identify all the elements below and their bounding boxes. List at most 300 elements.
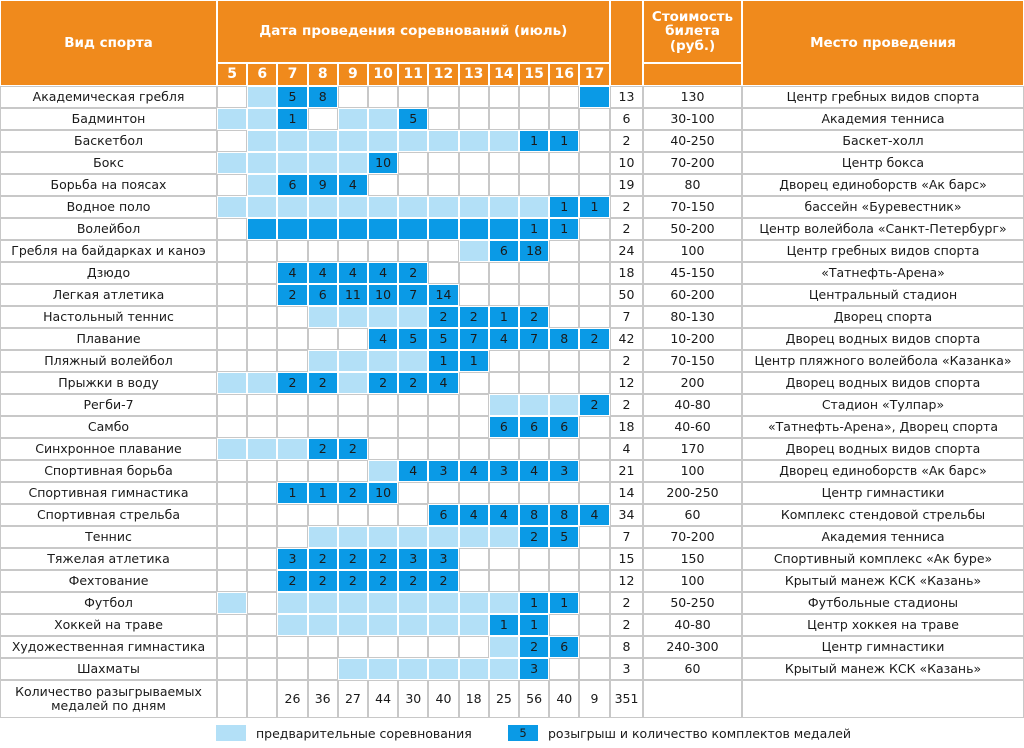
day-cell-medals: 2 bbox=[519, 306, 549, 328]
day-cell-empty bbox=[308, 416, 338, 438]
day-cell-empty bbox=[368, 394, 398, 416]
totals-day: 30 bbox=[398, 680, 428, 718]
day-cell-empty bbox=[579, 372, 609, 394]
day-cell-empty bbox=[277, 504, 307, 526]
day-cell-medals: 2 bbox=[428, 306, 458, 328]
day-cell-medals: 6 bbox=[277, 174, 307, 196]
day-cell-medals: 2 bbox=[398, 262, 428, 284]
day-header-16: 16 bbox=[549, 63, 579, 86]
day-cell-empty bbox=[277, 240, 307, 262]
row-venue: Дворец водных видов спорта bbox=[742, 372, 1024, 394]
day-cell-prelim bbox=[338, 306, 368, 328]
row-venue: Центральный стадион bbox=[742, 284, 1024, 306]
day-cell-prelim bbox=[428, 526, 458, 548]
day-cell-medals: 4 bbox=[459, 460, 489, 482]
day-cell-empty bbox=[519, 108, 549, 130]
day-cell-empty bbox=[368, 504, 398, 526]
day-cell-empty bbox=[549, 152, 579, 174]
day-cell-empty bbox=[338, 504, 368, 526]
day-cell-prelim bbox=[247, 152, 277, 174]
day-cell-empty bbox=[338, 328, 368, 350]
day-cell-empty bbox=[519, 350, 549, 372]
day-cell-medals: 2 bbox=[338, 438, 368, 460]
row-total: 10 bbox=[610, 152, 643, 174]
day-cell-prelim bbox=[247, 438, 277, 460]
day-cell-empty bbox=[277, 394, 307, 416]
day-cell-medals: 7 bbox=[519, 328, 549, 350]
row-venue: Академия тенниса bbox=[742, 108, 1024, 130]
row-total: 34 bbox=[610, 504, 643, 526]
day-cell-empty bbox=[519, 372, 549, 394]
day-cell-medals: 4 bbox=[308, 262, 338, 284]
row-price: 60 bbox=[643, 658, 742, 680]
day-cell-prelim bbox=[247, 86, 277, 108]
day-cell-empty bbox=[217, 394, 247, 416]
day-cell-empty bbox=[398, 152, 428, 174]
day-cell-empty bbox=[308, 240, 338, 262]
day-cell-empty bbox=[217, 218, 247, 240]
day-cell-prelim bbox=[489, 658, 519, 680]
day-cell-empty bbox=[247, 416, 277, 438]
row-sport: Дзюдо bbox=[0, 262, 217, 284]
day-cell-empty bbox=[247, 614, 277, 636]
day-cell-empty bbox=[428, 240, 458, 262]
day-cell-prelim bbox=[277, 614, 307, 636]
day-cell-medals: 1 bbox=[489, 614, 519, 636]
day-cell-empty bbox=[428, 174, 458, 196]
day-cell-medals: 4 bbox=[579, 504, 609, 526]
day-cell-empty bbox=[459, 86, 489, 108]
day-header-6: 6 bbox=[247, 63, 277, 86]
row-sport: Легкая атлетика bbox=[0, 284, 217, 306]
day-cell-medals: 6 bbox=[428, 504, 458, 526]
day-cell-empty bbox=[549, 438, 579, 460]
row-venue: Центр бокса bbox=[742, 152, 1024, 174]
day-cell-prelim bbox=[247, 130, 277, 152]
day-cell-prelim bbox=[398, 196, 428, 218]
day-cell-empty bbox=[398, 636, 428, 658]
row-price: 200 bbox=[643, 372, 742, 394]
day-cell-empty bbox=[217, 262, 247, 284]
day-cell-medals: 6 bbox=[549, 416, 579, 438]
row-total: 21 bbox=[610, 460, 643, 482]
row-price: 70-200 bbox=[643, 152, 742, 174]
day-cell-prelim bbox=[308, 526, 338, 548]
day-header-13: 13 bbox=[459, 63, 489, 86]
day-cell-prelim bbox=[338, 592, 368, 614]
day-cell-empty bbox=[428, 438, 458, 460]
row-price: 50-250 bbox=[643, 592, 742, 614]
day-cell-empty bbox=[247, 636, 277, 658]
day-cell-medals: 2 bbox=[398, 372, 428, 394]
day-cell-prelim bbox=[489, 592, 519, 614]
totals-day: 26 bbox=[277, 680, 307, 718]
day-cell-empty bbox=[247, 284, 277, 306]
row-total: 2 bbox=[610, 394, 643, 416]
day-cell-empty bbox=[459, 394, 489, 416]
day-cell-prelim bbox=[308, 196, 338, 218]
day-cell-empty bbox=[428, 262, 458, 284]
day-cell-final bbox=[338, 218, 368, 240]
day-cell-empty bbox=[217, 328, 247, 350]
day-cell-empty bbox=[549, 284, 579, 306]
row-sport: Борьба на поясах bbox=[0, 174, 217, 196]
day-cell-prelim bbox=[368, 592, 398, 614]
day-cell-empty bbox=[247, 460, 277, 482]
day-cell-medals: 10 bbox=[368, 284, 398, 306]
day-cell-empty bbox=[489, 262, 519, 284]
day-cell-final bbox=[459, 218, 489, 240]
day-cell-empty bbox=[368, 438, 398, 460]
row-sport: Спортивная стрельба bbox=[0, 504, 217, 526]
day-cell-empty bbox=[459, 482, 489, 504]
day-cell-prelim bbox=[489, 130, 519, 152]
day-cell-prelim bbox=[459, 130, 489, 152]
day-cell-prelim bbox=[217, 592, 247, 614]
row-price: 70-200 bbox=[643, 526, 742, 548]
day-cell-medals: 7 bbox=[398, 284, 428, 306]
day-cell-empty bbox=[217, 614, 247, 636]
legend-final-label: розыгрыш и количество комплектов медалей bbox=[548, 725, 852, 741]
day-cell-medals: 4 bbox=[489, 328, 519, 350]
day-header-5: 5 bbox=[217, 63, 247, 86]
day-cell-empty bbox=[338, 240, 368, 262]
day-cell-medals: 2 bbox=[338, 482, 368, 504]
day-cell-medals: 4 bbox=[277, 262, 307, 284]
day-cell-prelim bbox=[308, 306, 338, 328]
row-price: 80-130 bbox=[643, 306, 742, 328]
day-cell-medals: 2 bbox=[519, 526, 549, 548]
day-cell-empty bbox=[398, 394, 428, 416]
row-venue: Дворец единоборств «Ак барс» bbox=[742, 174, 1024, 196]
day-cell-empty bbox=[308, 108, 338, 130]
day-cell-medals: 3 bbox=[519, 658, 549, 680]
day-cell-medals: 1 bbox=[489, 306, 519, 328]
day-cell-empty bbox=[489, 152, 519, 174]
day-cell-prelim bbox=[459, 240, 489, 262]
day-cell-final bbox=[247, 218, 277, 240]
day-cell-empty bbox=[579, 592, 609, 614]
row-total: 8 bbox=[610, 636, 643, 658]
row-venue: «Татнефть-Арена», Дворец спорта bbox=[742, 416, 1024, 438]
day-cell-prelim bbox=[247, 108, 277, 130]
day-cell-prelim bbox=[459, 592, 489, 614]
day-cell-final bbox=[398, 218, 428, 240]
day-header-9: 9 bbox=[338, 63, 368, 86]
row-venue: Академия тенниса bbox=[742, 526, 1024, 548]
day-cell-empty bbox=[308, 394, 338, 416]
row-sport: Плавание bbox=[0, 328, 217, 350]
day-cell-empty bbox=[519, 284, 549, 306]
row-price: 70-150 bbox=[643, 350, 742, 372]
day-cell-empty bbox=[217, 548, 247, 570]
row-venue: Центр гребных видов спорта bbox=[742, 86, 1024, 108]
row-price: 40-80 bbox=[643, 614, 742, 636]
row-total: 2 bbox=[610, 218, 643, 240]
day-cell-empty bbox=[217, 526, 247, 548]
day-cell-medals: 4 bbox=[459, 504, 489, 526]
day-cell-medals: 2 bbox=[277, 372, 307, 394]
day-cell-prelim bbox=[368, 130, 398, 152]
day-cell-empty bbox=[277, 350, 307, 372]
row-venue: Крытый манеж КСК «Казань» bbox=[742, 570, 1024, 592]
day-cell-medals: 8 bbox=[549, 328, 579, 350]
row-sport: Бадминтон bbox=[0, 108, 217, 130]
row-price: 40-80 bbox=[643, 394, 742, 416]
row-total: 7 bbox=[610, 306, 643, 328]
day-cell-medals: 8 bbox=[308, 86, 338, 108]
day-cell-medals: 10 bbox=[368, 482, 398, 504]
day-cell-empty bbox=[428, 108, 458, 130]
day-cell-empty bbox=[489, 350, 519, 372]
legend-prelim-label: предварительные соревнования bbox=[256, 725, 472, 741]
day-cell-prelim bbox=[398, 658, 428, 680]
day-cell-medals: 2 bbox=[277, 284, 307, 306]
day-cell-empty bbox=[549, 614, 579, 636]
day-cell-medals: 3 bbox=[489, 460, 519, 482]
day-cell-medals: 6 bbox=[308, 284, 338, 306]
day-cell-empty bbox=[459, 108, 489, 130]
day-cell-empty bbox=[579, 108, 609, 130]
day-cell-empty bbox=[398, 416, 428, 438]
totals-price-blank bbox=[643, 680, 742, 718]
header-total-blank bbox=[610, 0, 643, 86]
day-cell-medals: 8 bbox=[549, 504, 579, 526]
day-cell-empty bbox=[398, 86, 428, 108]
day-cell-empty bbox=[217, 636, 247, 658]
day-cell-empty bbox=[247, 548, 277, 570]
row-venue: Комплекс стендовой стрельбы bbox=[742, 504, 1024, 526]
legend-prelim bbox=[216, 722, 472, 744]
day-cell-empty bbox=[217, 570, 247, 592]
day-cell-empty bbox=[549, 372, 579, 394]
day-cell-empty bbox=[579, 262, 609, 284]
day-cell-empty bbox=[459, 636, 489, 658]
day-cell-empty bbox=[489, 570, 519, 592]
totals-day: 40 bbox=[549, 680, 579, 718]
day-cell-prelim bbox=[217, 438, 247, 460]
day-cell-empty bbox=[247, 504, 277, 526]
day-cell-medals: 3 bbox=[277, 548, 307, 570]
day-cell-empty bbox=[247, 306, 277, 328]
day-cell-empty bbox=[247, 526, 277, 548]
day-cell-medals: 4 bbox=[338, 174, 368, 196]
row-price: 40-60 bbox=[643, 416, 742, 438]
header-sport: Вид спорта bbox=[0, 0, 217, 86]
row-total: 2 bbox=[610, 130, 643, 152]
day-cell-prelim bbox=[338, 614, 368, 636]
row-price: 70-150 bbox=[643, 196, 742, 218]
row-total: 13 bbox=[610, 86, 643, 108]
day-cell-final bbox=[579, 86, 609, 108]
day-cell-medals: 5 bbox=[549, 526, 579, 548]
day-cell-medals: 4 bbox=[489, 504, 519, 526]
day-cell-empty bbox=[489, 86, 519, 108]
day-cell-empty bbox=[459, 438, 489, 460]
day-cell-empty bbox=[217, 460, 247, 482]
day-cell-prelim bbox=[308, 350, 338, 372]
row-sport: Художественная гимнастика bbox=[0, 636, 217, 658]
row-venue: Баскет-холл bbox=[742, 130, 1024, 152]
day-cell-empty bbox=[549, 306, 579, 328]
day-cell-medals: 4 bbox=[368, 262, 398, 284]
day-cell-empty bbox=[247, 592, 277, 614]
day-cell-empty bbox=[368, 86, 398, 108]
row-venue: Спортивный комплекс «Ак буре» bbox=[742, 548, 1024, 570]
day-cell-final bbox=[428, 218, 458, 240]
day-cell-prelim bbox=[428, 196, 458, 218]
day-cell-prelim bbox=[247, 174, 277, 196]
day-cell-empty bbox=[247, 394, 277, 416]
day-cell-prelim bbox=[398, 306, 428, 328]
day-cell-empty bbox=[489, 548, 519, 570]
day-cell-prelim bbox=[217, 196, 247, 218]
day-cell-empty bbox=[247, 482, 277, 504]
row-price: 30-100 bbox=[643, 108, 742, 130]
row-sport: Синхронное плавание bbox=[0, 438, 217, 460]
day-cell-empty bbox=[398, 438, 428, 460]
day-cell-medals: 1 bbox=[549, 592, 579, 614]
row-venue: Центр хоккея на траве bbox=[742, 614, 1024, 636]
row-sport: Шахматы bbox=[0, 658, 217, 680]
row-total: 12 bbox=[610, 570, 643, 592]
day-cell-empty bbox=[428, 416, 458, 438]
row-venue: Дворец единоборств «Ак барс» bbox=[742, 460, 1024, 482]
day-cell-medals: 3 bbox=[428, 460, 458, 482]
row-price: 200-250 bbox=[643, 482, 742, 504]
day-cell-empty bbox=[459, 262, 489, 284]
header-venue: Место проведения bbox=[742, 0, 1024, 86]
totals-day: 25 bbox=[489, 680, 519, 718]
day-cell-empty bbox=[549, 174, 579, 196]
day-cell-medals: 2 bbox=[428, 570, 458, 592]
day-cell-empty bbox=[428, 636, 458, 658]
row-total: 18 bbox=[610, 262, 643, 284]
legend-final-swatch: 5 bbox=[508, 725, 538, 741]
day-cell-prelim bbox=[247, 372, 277, 394]
day-cell-empty bbox=[579, 570, 609, 592]
day-cell-prelim bbox=[338, 372, 368, 394]
day-cell-empty bbox=[459, 570, 489, 592]
day-cell-empty bbox=[338, 86, 368, 108]
day-cell-prelim bbox=[338, 350, 368, 372]
day-cell-prelim bbox=[368, 196, 398, 218]
row-venue: Центр гимнастики bbox=[742, 482, 1024, 504]
row-sport: Хоккей на траве bbox=[0, 614, 217, 636]
day-cell-empty bbox=[549, 548, 579, 570]
day-cell-empty bbox=[368, 240, 398, 262]
day-cell-empty bbox=[579, 438, 609, 460]
day-cell-medals: 4 bbox=[428, 372, 458, 394]
day-cell-medals: 5 bbox=[398, 328, 428, 350]
row-price: 60-200 bbox=[643, 284, 742, 306]
day-cell-empty bbox=[579, 240, 609, 262]
row-sport: Тяжелая атлетика bbox=[0, 548, 217, 570]
day-cell-medals: 6 bbox=[489, 416, 519, 438]
day-cell-medals: 4 bbox=[398, 460, 428, 482]
day-cell-empty bbox=[519, 570, 549, 592]
day-cell-final bbox=[308, 218, 338, 240]
day-cell-empty bbox=[579, 130, 609, 152]
row-sport: Прыжки в воду bbox=[0, 372, 217, 394]
day-cell-prelim bbox=[489, 196, 519, 218]
day-cell-empty bbox=[277, 526, 307, 548]
day-cell-prelim bbox=[247, 196, 277, 218]
day-cell-prelim bbox=[308, 592, 338, 614]
day-cell-empty bbox=[277, 658, 307, 680]
row-sport: Спортивная гимнастика bbox=[0, 482, 217, 504]
day-cell-empty bbox=[247, 240, 277, 262]
day-cell-prelim bbox=[217, 108, 247, 130]
day-cell-medals: 1 bbox=[519, 592, 549, 614]
row-total: 6 bbox=[610, 108, 643, 130]
row-price: 100 bbox=[643, 240, 742, 262]
day-cell-empty bbox=[247, 658, 277, 680]
day-cell-empty bbox=[368, 174, 398, 196]
row-venue: Центр гимнастики bbox=[742, 636, 1024, 658]
row-venue: Крытый манеж КСК «Казань» bbox=[742, 658, 1024, 680]
day-cell-empty bbox=[579, 284, 609, 306]
day-cell-medals: 5 bbox=[277, 86, 307, 108]
day-cell-prelim bbox=[459, 196, 489, 218]
day-cell-medals: 4 bbox=[519, 460, 549, 482]
row-total: 2 bbox=[610, 592, 643, 614]
day-cell-empty bbox=[519, 152, 549, 174]
row-sport: Настольный теннис bbox=[0, 306, 217, 328]
day-cell-medals: 2 bbox=[368, 372, 398, 394]
row-venue: Дворец водных видов спорта bbox=[742, 438, 1024, 460]
day-cell-empty bbox=[549, 482, 579, 504]
day-cell-prelim bbox=[459, 526, 489, 548]
totals-venue-blank bbox=[742, 680, 1024, 718]
day-cell-empty bbox=[217, 658, 247, 680]
day-cell-prelim bbox=[398, 130, 428, 152]
totals-day: 27 bbox=[338, 680, 368, 718]
day-cell-medals: 18 bbox=[519, 240, 549, 262]
day-cell-empty bbox=[579, 482, 609, 504]
day-cell-empty bbox=[489, 108, 519, 130]
row-price: 45-150 bbox=[643, 262, 742, 284]
day-cell-medals: 2 bbox=[308, 548, 338, 570]
row-price: 100 bbox=[643, 460, 742, 482]
row-venue: Дворец спорта bbox=[742, 306, 1024, 328]
day-cell-medals: 1 bbox=[308, 482, 338, 504]
day-cell-empty bbox=[217, 350, 247, 372]
day-cell-medals: 2 bbox=[308, 438, 338, 460]
day-cell-prelim bbox=[277, 196, 307, 218]
day-cell-empty bbox=[217, 130, 247, 152]
row-price: 60 bbox=[643, 504, 742, 526]
day-cell-medals: 7 bbox=[459, 328, 489, 350]
day-cell-empty bbox=[459, 174, 489, 196]
day-cell-prelim bbox=[368, 658, 398, 680]
row-price: 50-200 bbox=[643, 218, 742, 240]
row-sport: Пляжный волейбол bbox=[0, 350, 217, 372]
day-cell-medals: 1 bbox=[549, 218, 579, 240]
day-cell-empty bbox=[489, 174, 519, 196]
day-cell-medals: 6 bbox=[489, 240, 519, 262]
day-cell-final bbox=[368, 218, 398, 240]
day-cell-empty bbox=[579, 526, 609, 548]
row-venue: «Татнефть-Арена» bbox=[742, 262, 1024, 284]
day-cell-medals: 1 bbox=[459, 350, 489, 372]
day-cell-prelim bbox=[368, 108, 398, 130]
day-cell-empty bbox=[579, 306, 609, 328]
day-cell-empty bbox=[428, 394, 458, 416]
day-cell-empty bbox=[519, 262, 549, 284]
day-cell-empty bbox=[338, 460, 368, 482]
row-total: 4 bbox=[610, 438, 643, 460]
